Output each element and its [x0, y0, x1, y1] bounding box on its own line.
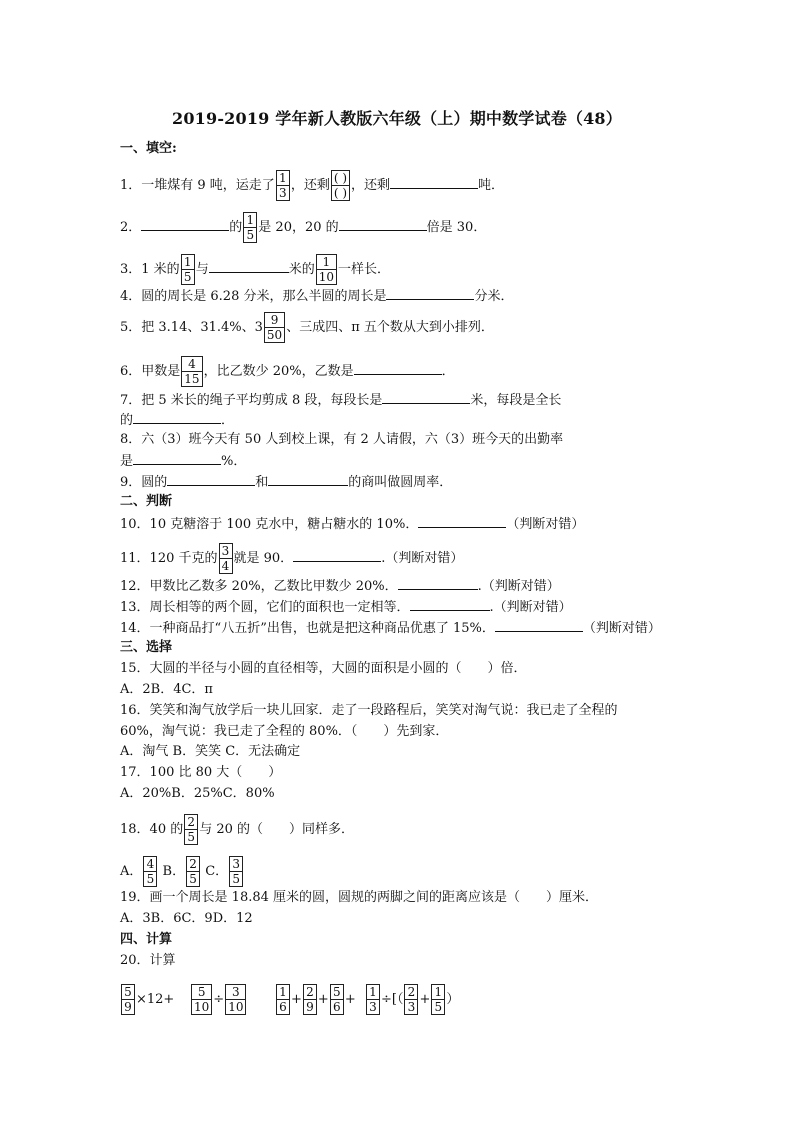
- question-15-options[interactable]: A．2B．4C．π: [120, 682, 213, 697]
- fraction: $\frac{5}{9}$: [121, 984, 135, 1015]
- answer-blank[interactable]: [293, 548, 381, 562]
- answer-blank[interactable]: [386, 286, 474, 300]
- fraction: $\frac{3}{10}$: [225, 984, 246, 1015]
- question-1: 1．一堆煤有 9 吨，运走了 $\frac{1}{3}$ ，还剩 $\frac{( )}{( )}$ ，还剩 吨．: [120, 171, 505, 200]
- question-8-cont: 是 %．: [120, 451, 246, 471]
- question-13: 13．周长相等的两个圆，它们的面积也一定相等． .（判断对错）: [120, 597, 572, 617]
- question-18: 18．40 的 $\frac{2}{5}$ 与 20 的（ ）同样多．: [120, 815, 355, 844]
- question-17: 17．100 比 80 大（ ）: [120, 765, 282, 780]
- question-3: 3．1 米的 $\frac{1}{5}$ 与 米的 $\frac{1}{10}$ 一样长．: [120, 255, 391, 284]
- answer-blank[interactable]: [354, 361, 442, 375]
- fraction: $\frac{3}{4}$: [219, 543, 233, 574]
- answer-blank[interactable]: [418, 514, 506, 528]
- question-16: 16．笑笑和淘气放学后一块儿回家．走了一段路程后，笑笑对淘气说：我已走了全程的: [120, 703, 618, 718]
- fraction: $\frac{1}{3}$: [276, 170, 290, 201]
- question-19-options[interactable]: A．3B．6C．9D．12: [120, 911, 253, 926]
- answer-blank[interactable]: [133, 451, 221, 465]
- answer-blank[interactable]: [495, 618, 583, 632]
- fraction: $\frac{5}{10}$: [191, 984, 212, 1015]
- answer-blank[interactable]: [398, 576, 478, 590]
- section-calculation: 四、计算: [120, 932, 173, 947]
- question-10: 10．10 克糖溶于 100 克水中，糖占糖水的 10%． （判断对错）: [120, 514, 584, 534]
- question-19: 19．画一个周长是 18.84 厘米的圆，圆规的两脚之间的距离应该是（ ）厘米．: [120, 890, 599, 905]
- calc-expression-3: $\frac{1}{6}$ + $\frac{2}{9}$ + $\frac{5}{6}$ +: [275, 984, 356, 1015]
- calc-expression-2: $\frac{5}{10}$ ÷ $\frac{3}{10}$: [190, 984, 247, 1015]
- fraction: $\frac{9}{50}$: [264, 312, 285, 343]
- question-16-cont: 60%，淘气说：我已走了全程的 80%．（ ）先到家．: [120, 724, 449, 739]
- page-title: 2019-2019 学年新人教版六年级（上）期中数学试卷（48）: [172, 109, 622, 128]
- answer-blank[interactable]: [133, 410, 221, 424]
- section-fill-in: 一、填空:: [120, 141, 177, 156]
- fraction: $\frac{4}{5}$: [143, 856, 157, 887]
- question-6: 6．甲数是 $\frac{4}{15}$ ，比乙数少 20%，乙数是 ．: [120, 357, 455, 386]
- question-7: 7．把 5 米长的绳子平均剪成 8 段，每段长是 米，每段是全长: [120, 390, 561, 410]
- fraction: $\frac{3}{5}$: [229, 856, 243, 887]
- fraction: $\frac{1}{3}$: [366, 984, 380, 1015]
- question-4: 4．圆的周长是 6.28 分米，那么半圆的周长是 分米．: [120, 286, 514, 306]
- fraction: $\frac{4}{15}$: [181, 356, 202, 387]
- question-9: 9．圆的 和 的商叫做圆周率．: [120, 472, 452, 492]
- fraction: $\frac{2}{3}$: [404, 984, 418, 1015]
- fraction: $\frac{2}{5}$: [186, 856, 200, 887]
- calc-expression-1: $\frac{5}{9}$ ×12+: [120, 984, 174, 1015]
- calc-expression-4: $\frac{1}{3}$ ÷[（ $\frac{2}{3}$ + $\frac{1}{5}$ ）: [365, 984, 459, 1015]
- answer-blank[interactable]: [382, 390, 470, 404]
- fraction: $\frac{1}{5}$: [431, 984, 445, 1015]
- answer-blank[interactable]: [390, 175, 478, 189]
- answer-blank[interactable]: [268, 472, 348, 486]
- question-15: 15．大圆的半径与小圆的直径相等，大圆的面积是小圆的（ ）倍．: [120, 661, 527, 676]
- fraction: $\frac{2}{9}$: [303, 984, 317, 1015]
- answer-blank[interactable]: [339, 217, 427, 231]
- answer-blank[interactable]: [410, 597, 490, 611]
- question-20: 20．计算: [120, 953, 176, 968]
- question-2: 2． 的 $\frac{1}{5}$ 是 20，20 的 倍是 30．: [120, 213, 487, 242]
- fraction: $\frac{1}{10}$: [316, 254, 337, 285]
- fraction: $\frac{1}{6}$: [276, 984, 290, 1015]
- question-17-options[interactable]: A．20%B．25%C．80%: [120, 786, 275, 801]
- question-11: 11．120 千克的 $\frac{3}{4}$ 就是 90． .（判断对错）: [120, 544, 464, 573]
- question-8: 8．六（3）班今天有 50 人到校上课，有 2 人请假，六（3）班今天的出勤率: [120, 432, 564, 447]
- answer-blank[interactable]: [141, 217, 229, 231]
- question-12: 12．甲数比乙数多 20%，乙数比甲数少 20%． .（判断对错）: [120, 576, 560, 596]
- fraction: $\frac{2}{5}$: [184, 814, 198, 845]
- question-7-cont: 的 ．: [120, 410, 234, 430]
- question-18-options[interactable]: A． $\frac{4}{5}$ B． $\frac{2}{5}$ C． $\frac{3}{5}$: [120, 856, 244, 887]
- fraction: $\frac{1}{5}$: [243, 212, 257, 243]
- question-5: 5．把 3.14、31.4%、3 $\frac{9}{50}$ 、三成四、π 五个数从大到小排列．: [120, 313, 494, 342]
- section-choice: 三、选择: [120, 640, 173, 655]
- fraction: $\frac{( )}{( )}$: [331, 170, 350, 201]
- fraction: $\frac{1}{5}$: [181, 254, 195, 285]
- question-14: 14．一种商品打“八五折”出售，也就是把这种商品优惠了 15%． （判断对错）: [120, 618, 661, 638]
- answer-blank[interactable]: [167, 472, 255, 486]
- section-judgement: 二、判断: [120, 494, 173, 509]
- fraction: $\frac{5}{6}$: [330, 984, 344, 1015]
- question-16-options[interactable]: A．淘气 B．笑笑 C．无法确定: [120, 744, 301, 759]
- answer-blank[interactable]: [209, 259, 289, 273]
